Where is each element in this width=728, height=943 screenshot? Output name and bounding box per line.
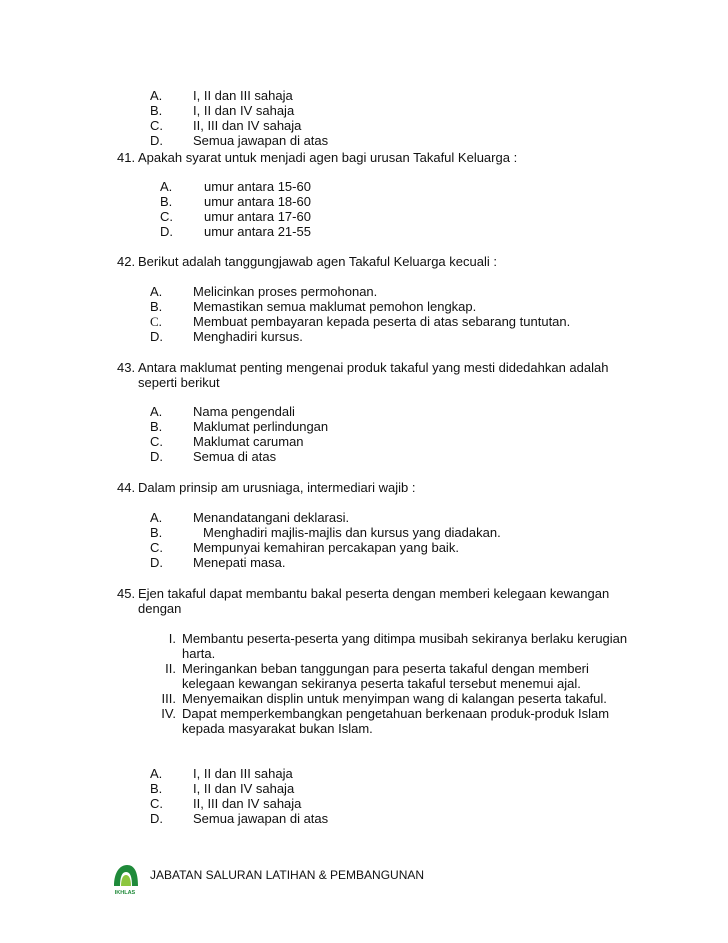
option-text: Menghadiri kursus. bbox=[193, 329, 303, 344]
statement-text: Membantu peserta-peserta yang ditimpa musibah sekiranya berlaku kerugian bbox=[182, 631, 628, 646]
question-text: Berikut adalah tanggungjawab agen Takaful Keluarga kecuali : bbox=[138, 254, 497, 269]
option-letter: D. bbox=[150, 811, 163, 826]
option-letter: B. bbox=[150, 103, 163, 118]
option-letter: D. bbox=[160, 224, 173, 239]
option-text: I, II dan III sahaja bbox=[193, 766, 293, 781]
option-letter: A. bbox=[150, 510, 163, 525]
question-number: 44. bbox=[117, 480, 136, 495]
statement-text: Menyemaikan displin untuk menyimpan wang di kalangan peserta takaful. bbox=[182, 691, 607, 706]
option-text: umur antara 21-55 bbox=[204, 224, 311, 239]
option-text: umur antara 15-60 bbox=[204, 179, 311, 194]
question-number: 41. bbox=[117, 150, 136, 165]
option-text: II, III dan IV sahaja bbox=[193, 796, 302, 811]
question-text: Apakah syarat untuk menjadi agen bagi urusan Takaful Keluarga : bbox=[138, 150, 518, 165]
option-letter: D. bbox=[150, 449, 163, 464]
option-text: Melicinkan proses permohonan. bbox=[193, 284, 378, 299]
question-text-line2: seperti berikut bbox=[138, 375, 220, 390]
statement-text: Meringankan beban tanggungan para peserta takaful dengan memberi bbox=[182, 661, 589, 676]
statement-text-cont: harta. bbox=[182, 646, 216, 661]
option-letter: D. bbox=[150, 329, 163, 344]
question-number: 43. bbox=[117, 360, 136, 375]
option-text: Mempunyai kemahiran percakapan yang baik. bbox=[193, 540, 459, 555]
option-text: Menepati masa. bbox=[193, 555, 286, 570]
option-text: Maklumat caruman bbox=[193, 434, 304, 449]
statement-numeral: IV. bbox=[161, 706, 176, 721]
statement-numeral: II. bbox=[165, 661, 176, 676]
footer-department: JABATAN SALURAN LATIHAN & PEMBANGUNAN bbox=[150, 868, 425, 882]
option-letter: B. bbox=[150, 525, 163, 540]
option-text: umur antara 17-60 bbox=[204, 209, 311, 224]
option-letter: D. bbox=[150, 555, 163, 570]
option-letter: A. bbox=[150, 284, 163, 299]
question-text-line1: Antara maklumat penting mengenai produk takaful yang mesti didedahkan adalah bbox=[138, 360, 609, 375]
statement-numeral: I. bbox=[168, 631, 176, 646]
option-text: Semua jawapan di atas bbox=[193, 811, 329, 826]
option-text: Menghadiri majlis-majlis dan kursus yang diadakan. bbox=[203, 525, 501, 540]
option-text: umur antara 18-60 bbox=[204, 194, 311, 209]
statement-text-cont: kepada masyarakat bukan Islam. bbox=[182, 721, 373, 736]
option-letter: A. bbox=[150, 766, 163, 781]
option-letter: C. bbox=[150, 796, 163, 811]
option-letter: A. bbox=[150, 404, 163, 419]
option-text: Semua jawapan di atas bbox=[193, 133, 329, 148]
option-letter: C. bbox=[150, 540, 163, 555]
option-letter: B. bbox=[150, 419, 163, 434]
statement-numeral: III. bbox=[161, 691, 176, 706]
option-text: Membuat pembayaran kepada peserta di atas sebarang tuntutan. bbox=[193, 314, 571, 329]
option-letter: B. bbox=[160, 194, 173, 209]
statement-text: Dapat memperkembangkan pengetahuan berkenaan produk-produk Islam bbox=[182, 706, 610, 721]
option-letter: C. bbox=[150, 434, 163, 449]
question-text: Dalam prinsip am urusniaga, intermediari wajib : bbox=[138, 480, 416, 495]
option-text: Menandatangani deklarasi. bbox=[193, 510, 350, 525]
option-letter: B. bbox=[150, 299, 163, 314]
option-text: I, II dan III sahaja bbox=[193, 88, 293, 103]
option-letter: C. bbox=[150, 314, 162, 329]
option-letter: B. bbox=[150, 781, 163, 796]
question-number: 45. bbox=[117, 586, 136, 601]
statement-text-cont: kelegaan kewangan sekiranya peserta takaful tersebut menemui ajal. bbox=[182, 676, 581, 691]
ikhlas-logo-icon bbox=[110, 862, 140, 896]
option-letter: A. bbox=[160, 179, 173, 194]
option-text: I, II dan IV sahaja bbox=[193, 103, 295, 118]
option-text: Maklumat perlindungan bbox=[193, 419, 329, 434]
option-text: I, II dan IV sahaja bbox=[193, 781, 295, 796]
option-letter: C. bbox=[160, 209, 173, 224]
logo-text: IKHLAS bbox=[114, 890, 136, 896]
option-text: II, III dan IV sahaja bbox=[193, 118, 302, 133]
option-letter: D. bbox=[150, 133, 163, 148]
option-letter: A. bbox=[150, 88, 163, 103]
question-text-line2: dengan bbox=[138, 601, 182, 616]
option-text: Semua di atas bbox=[193, 449, 277, 464]
option-text: Nama pengendali bbox=[193, 404, 295, 419]
question-text-line1: Ejen takaful dapat membantu bakal peserta dengan memberi kelegaan kewangan bbox=[138, 586, 610, 601]
option-letter: C. bbox=[150, 118, 163, 133]
question-number: 42. bbox=[117, 254, 136, 269]
option-text: Memastikan semua maklumat pemohon lengkap. bbox=[193, 299, 477, 314]
